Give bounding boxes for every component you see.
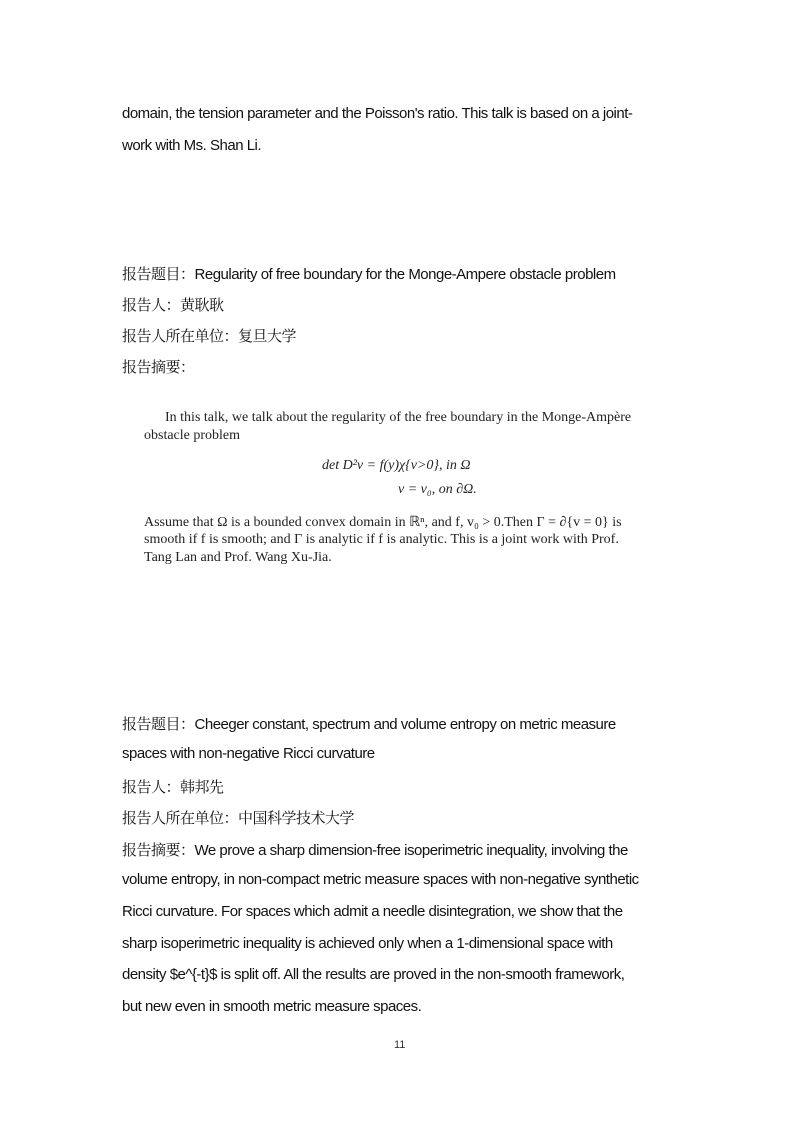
talk2-abstract-first: We prove a sharp dimension-free isoperimetric inequality, involving the	[194, 842, 628, 859]
talk1-abstract-rest-3: Tang Lan and Prof. Wang Xu-Jia.	[144, 550, 332, 565]
talk2-affiliation: 中国科学技术大学	[238, 809, 355, 827]
talk2-title-row	[122, 713, 616, 734]
talk2-abstract-label: 报告摘要：	[122, 841, 195, 859]
talk1-abstract-rest-2: smooth if f is smooth; and Γ is analytic if f is analytic. This is a joint work with Prof.	[144, 532, 619, 547]
talk2-abstract-row	[122, 839, 628, 860]
page-number: 11	[394, 1039, 406, 1051]
talk2-speaker: 韩邦先	[180, 778, 224, 796]
talk1-abstract-label: 报告摘要：	[122, 358, 195, 376]
talk1-equation-2: v = v₀, on ∂Ω.	[398, 482, 477, 497]
talk1-abstract-intro-2: obstacle problem	[144, 428, 241, 443]
talk2-abstract-line-2: Ricci curvature. For spaces which admit a needle disintegration, we show that the	[122, 903, 623, 920]
prev-abstract-line-2: work with Ms. Shan Li.	[122, 137, 262, 154]
talk1-speaker-label: 报告人：	[122, 296, 181, 314]
talk1-abstract-intro-1: In this talk, we talk about the regularity of the free boundary in the Monge-Ampère	[165, 410, 632, 425]
talk2-abstract-line-5: but new even in smooth metric measure spaces.	[122, 998, 422, 1015]
prev-abstract-line-1: domain, the tension parameter and the Poisson's ratio. This talk is based on a joint-	[122, 105, 633, 122]
talk2-title-line-2: spaces with non-negative Ricci curvature	[122, 745, 375, 762]
talk1-affiliation: 复旦大学	[238, 327, 297, 345]
talk1-equation-1: det D²v = f(y)χ{v>0}, in Ω	[322, 458, 471, 473]
talk2-affiliation-row	[122, 807, 354, 828]
talk2-speaker-label: 报告人：	[122, 778, 181, 796]
talk1-affiliation-label: 报告人所在单位：	[122, 327, 239, 345]
talk1-speaker: 黄耿耿	[180, 296, 224, 314]
talk2-affiliation-label: 报告人所在单位：	[122, 809, 239, 827]
talk2-abstract-line-4: density $e^{-t}$ is split off. All the results are proved in the non-smooth framework,	[122, 966, 625, 983]
talk2-abstract-line-1: volume entropy, in non-compact metric measure spaces with non-negative synthetic	[122, 871, 639, 888]
talk1-abstract-rest-1: Assume that Ω is a bounded convex domain in ℝⁿ, and f, v₀ > 0.Then Γ = ∂{v = 0} is	[144, 515, 622, 530]
talk2-abstract-line-3: sharp isoperimetric inequality is achieved only when a 1-dimensional space with	[122, 935, 613, 952]
talk1-title-label: 报告题目：	[122, 265, 195, 283]
talk2-title-line-1: Cheeger constant, spectrum and volume entropy on metric measure	[194, 716, 616, 733]
talk1-title: Regularity of free boundary for the Monge-Ampere obstacle problem	[194, 266, 616, 283]
talk2-speaker-row	[122, 776, 224, 797]
talk2-title-label: 报告题目：	[122, 715, 195, 733]
